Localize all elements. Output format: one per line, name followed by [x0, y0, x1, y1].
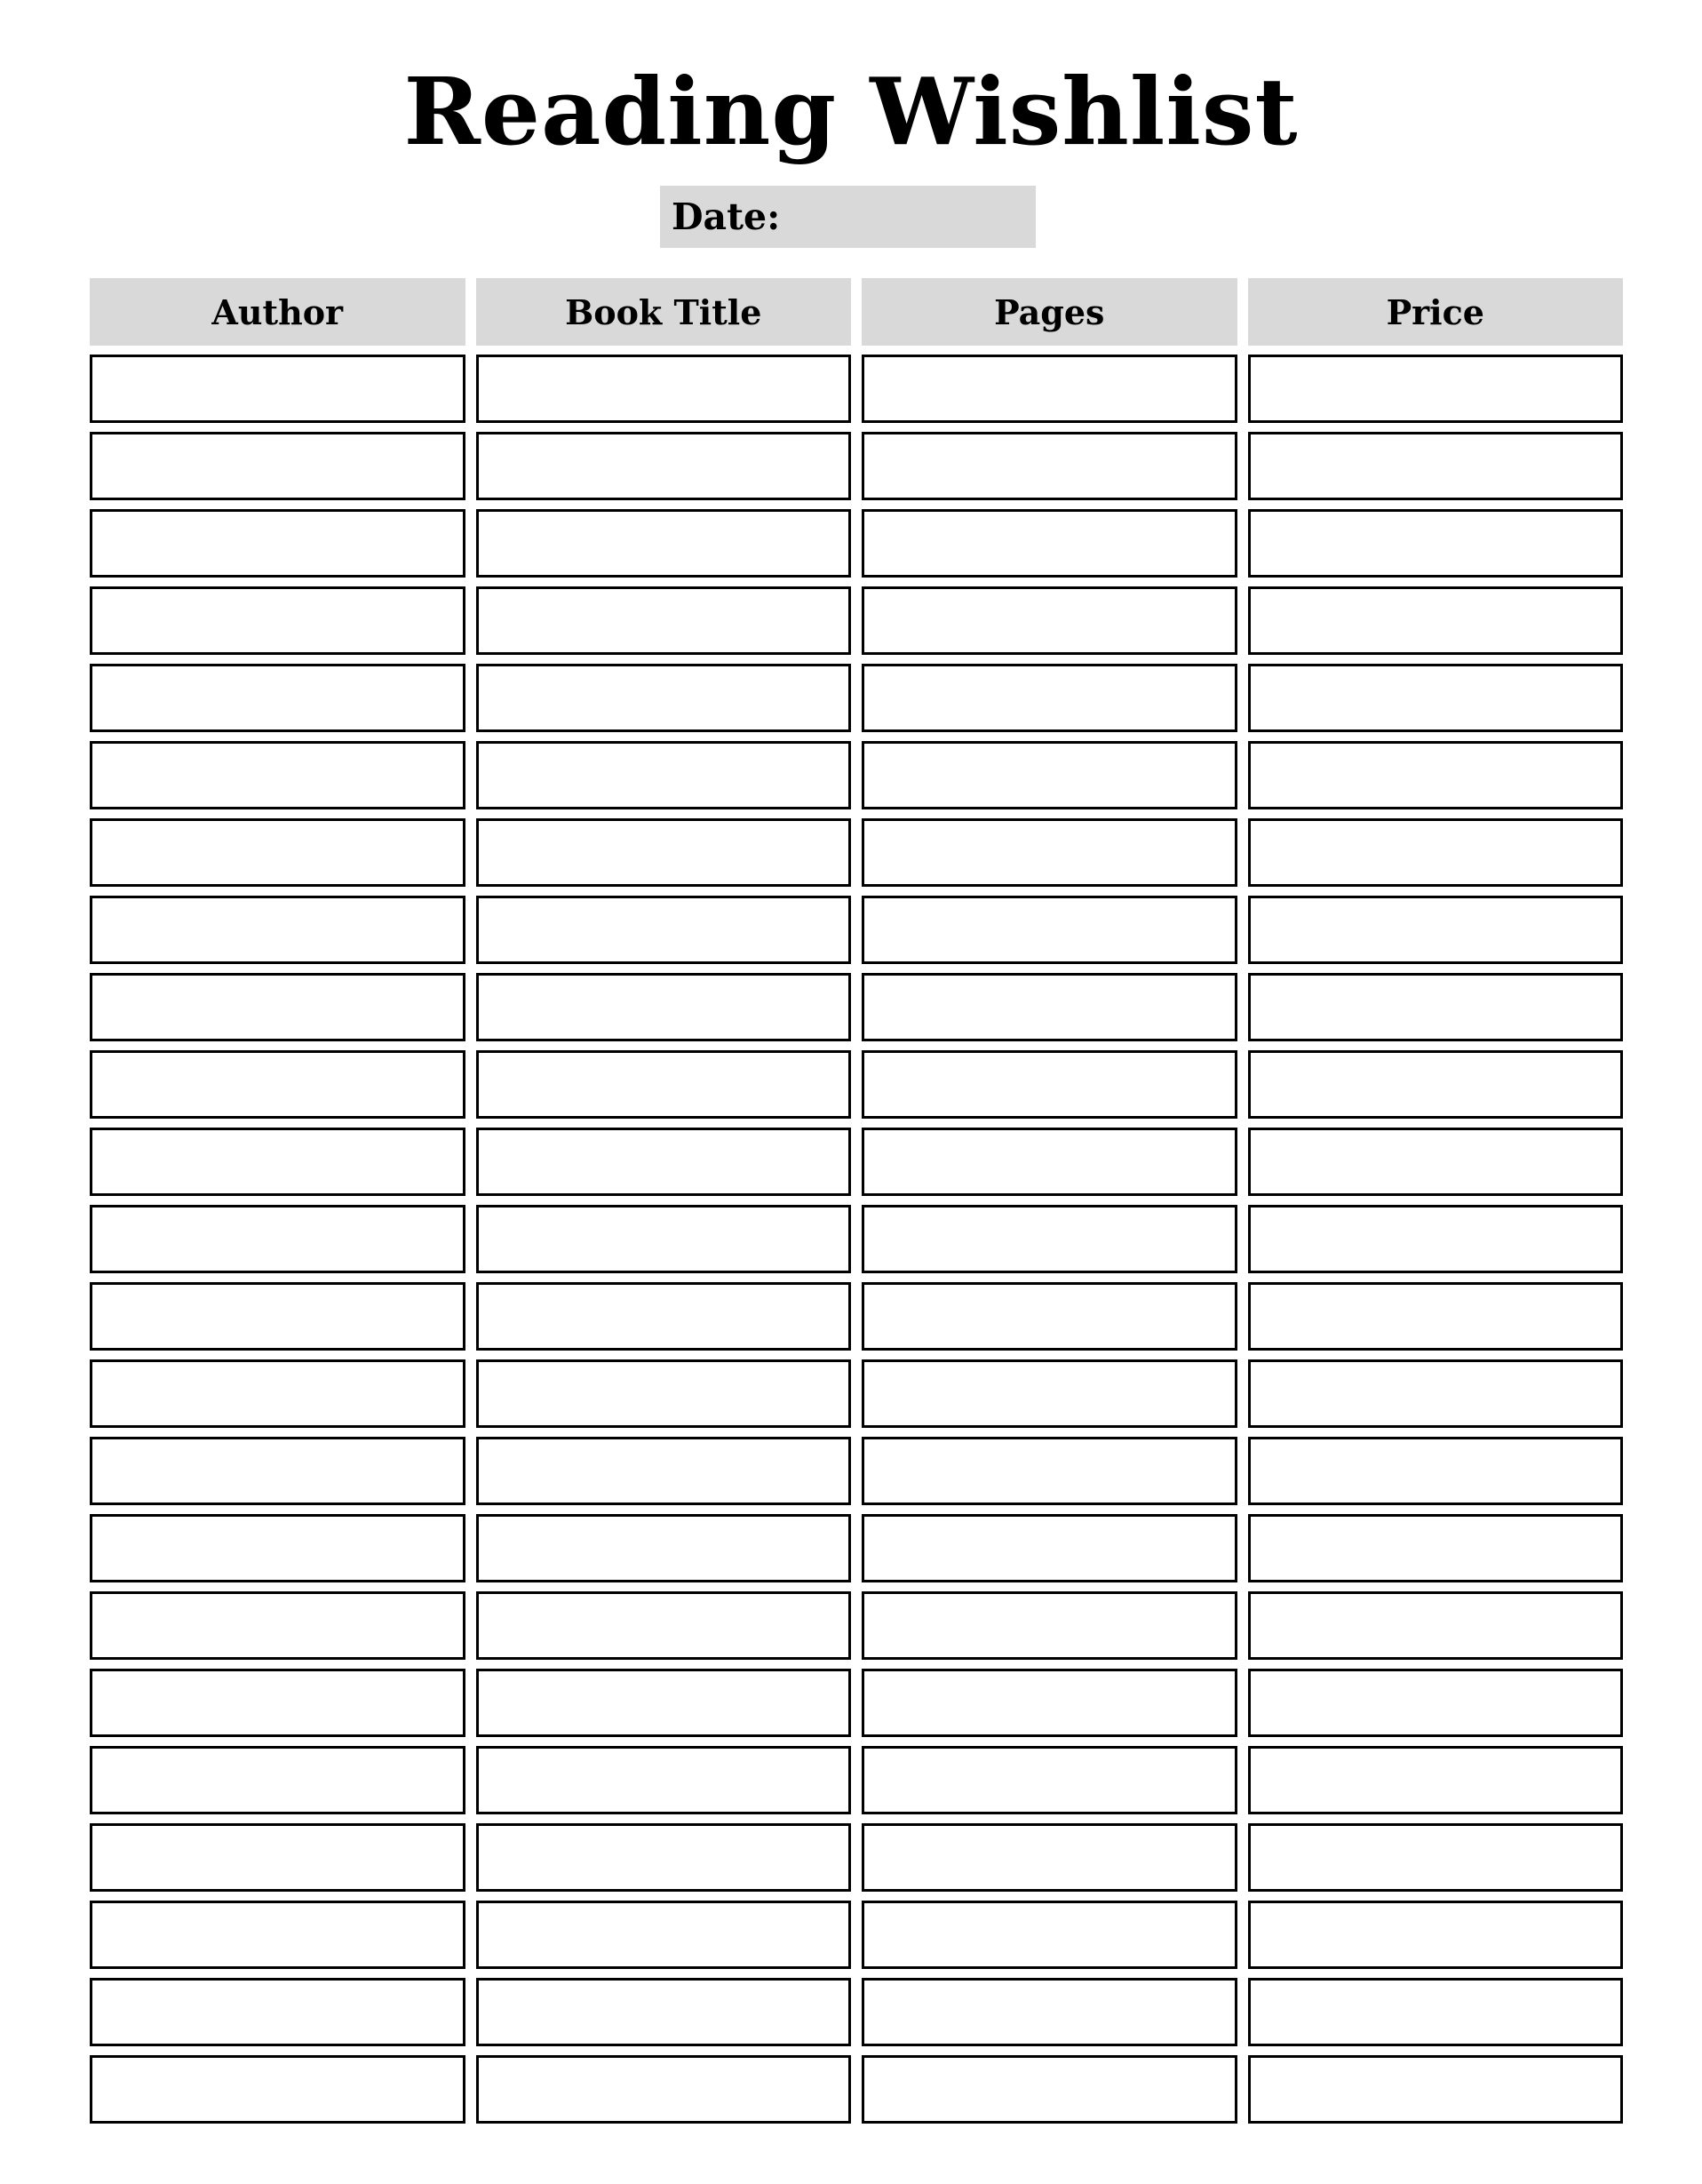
cell-author[interactable] — [90, 1978, 465, 2046]
table-row — [90, 509, 1623, 578]
cell-author[interactable] — [90, 1050, 465, 1119]
cell-price[interactable] — [1248, 1591, 1624, 1660]
cell-book-title[interactable] — [476, 664, 852, 732]
cell-price[interactable] — [1248, 1050, 1624, 1119]
cell-price[interactable] — [1248, 1669, 1624, 1737]
cell-author[interactable] — [90, 741, 465, 809]
cell-price[interactable] — [1248, 973, 1624, 1041]
cell-pages[interactable] — [862, 741, 1237, 809]
table-row — [90, 896, 1623, 964]
cell-price[interactable] — [1248, 896, 1624, 964]
date-field[interactable] — [660, 186, 1036, 248]
page-title: Reading Wishlist — [403, 57, 1299, 166]
cell-price[interactable] — [1248, 1746, 1624, 1814]
cell-pages[interactable] — [862, 818, 1237, 887]
cell-price[interactable] — [1248, 1901, 1624, 1969]
cell-price[interactable] — [1248, 818, 1624, 887]
cell-pages[interactable] — [862, 509, 1237, 578]
cell-author[interactable] — [90, 355, 465, 423]
cell-pages[interactable] — [862, 1282, 1237, 1351]
cell-pages[interactable] — [862, 1746, 1237, 1814]
cell-book-title[interactable] — [476, 1978, 852, 2046]
cell-pages[interactable] — [862, 1128, 1237, 1196]
cell-pages[interactable] — [862, 1050, 1237, 1119]
cell-book-title[interactable] — [476, 2055, 852, 2124]
cell-author[interactable] — [90, 432, 465, 500]
cell-author[interactable] — [90, 1205, 465, 1273]
cell-pages[interactable] — [862, 1901, 1237, 1969]
cell-price[interactable] — [1248, 1128, 1624, 1196]
cell-author[interactable] — [90, 818, 465, 887]
cell-price[interactable] — [1248, 586, 1624, 655]
date-label: Date: — [672, 195, 781, 238]
table-row — [90, 1437, 1623, 1505]
cell-book-title[interactable] — [476, 355, 852, 423]
table-row — [90, 1746, 1623, 1814]
column-header-book-title: Book Title — [476, 278, 852, 346]
table-row — [90, 1978, 1623, 2046]
cell-pages[interactable] — [862, 1514, 1237, 1582]
table-row — [90, 664, 1623, 732]
cell-pages[interactable] — [862, 896, 1237, 964]
cell-price[interactable] — [1248, 1205, 1624, 1273]
cell-book-title[interactable] — [476, 586, 852, 655]
cell-book-title[interactable] — [476, 818, 852, 887]
cell-pages[interactable] — [862, 586, 1237, 655]
table-row — [90, 432, 1623, 500]
cell-book-title[interactable] — [476, 1282, 852, 1351]
cell-author[interactable] — [90, 1901, 465, 1969]
cell-price[interactable] — [1248, 432, 1624, 500]
cell-author[interactable] — [90, 664, 465, 732]
cell-pages[interactable] — [862, 1978, 1237, 2046]
cell-book-title[interactable] — [476, 509, 852, 578]
cell-price[interactable] — [1248, 1514, 1624, 1582]
cell-pages[interactable] — [862, 1205, 1237, 1273]
cell-author[interactable] — [90, 896, 465, 964]
cell-price[interactable] — [1248, 1823, 1624, 1892]
table-row — [90, 973, 1623, 1041]
cell-book-title[interactable] — [476, 741, 852, 809]
table-row — [90, 1282, 1623, 1351]
cell-book-title[interactable] — [476, 896, 852, 964]
cell-pages[interactable] — [862, 664, 1237, 732]
table-header — [90, 278, 1623, 355]
cell-pages[interactable] — [862, 1823, 1237, 1892]
column-header-price: Price — [1248, 278, 1624, 346]
column-header-author: Author — [90, 278, 465, 346]
cell-price[interactable] — [1248, 741, 1624, 809]
table-row — [90, 1591, 1623, 1660]
table-row — [90, 1205, 1623, 1273]
table-row — [90, 1901, 1623, 1969]
cell-book-title[interactable] — [476, 973, 852, 1041]
cell-book-title[interactable] — [476, 1128, 852, 1196]
table-row — [90, 355, 1623, 423]
table-row — [90, 818, 1623, 887]
cell-author[interactable] — [90, 509, 465, 578]
cell-pages[interactable] — [862, 432, 1237, 500]
cell-pages[interactable] — [862, 1359, 1237, 1428]
cell-price[interactable] — [1248, 1437, 1624, 1505]
cell-author[interactable] — [90, 586, 465, 655]
cell-price[interactable] — [1248, 664, 1624, 732]
table-row — [90, 1128, 1623, 1196]
table-row — [90, 1514, 1623, 1582]
cell-author[interactable] — [90, 1128, 465, 1196]
column-header-pages: Pages — [862, 278, 1237, 346]
cell-author[interactable] — [90, 2055, 465, 2124]
table-row — [90, 586, 1623, 655]
cell-book-title[interactable] — [476, 1669, 852, 1737]
table-row — [90, 1669, 1623, 1737]
cell-pages[interactable] — [862, 1669, 1237, 1737]
table-row — [90, 1823, 1623, 1892]
cell-author[interactable] — [90, 1437, 465, 1505]
cell-price[interactable] — [1248, 1359, 1624, 1428]
cell-pages[interactable] — [862, 355, 1237, 423]
cell-author[interactable] — [90, 1359, 465, 1428]
cell-book-title[interactable] — [476, 1591, 852, 1660]
cell-author[interactable] — [90, 1514, 465, 1582]
cell-book-title[interactable] — [476, 1823, 852, 1892]
cell-book-title[interactable] — [476, 432, 852, 500]
table-row — [90, 2055, 1623, 2124]
cell-price[interactable] — [1248, 355, 1624, 423]
cell-author[interactable] — [90, 1282, 465, 1351]
cell-pages[interactable] — [862, 973, 1237, 1041]
cell-pages[interactable] — [862, 1437, 1237, 1505]
cell-author[interactable] — [90, 1823, 465, 1892]
cell-author[interactable] — [90, 1669, 465, 1737]
cell-pages[interactable] — [862, 1591, 1237, 1660]
cell-book-title[interactable] — [476, 1901, 852, 1969]
cell-price[interactable] — [1248, 1978, 1624, 2046]
cell-book-title[interactable] — [476, 1205, 852, 1273]
cell-pages[interactable] — [862, 2055, 1237, 2124]
cell-author[interactable] — [90, 1746, 465, 1814]
table-row — [90, 1359, 1623, 1428]
table-row — [90, 741, 1623, 809]
cell-author[interactable] — [90, 1591, 465, 1660]
cell-price[interactable] — [1248, 2055, 1624, 2124]
cell-price[interactable] — [1248, 1282, 1624, 1351]
cell-author[interactable] — [90, 973, 465, 1041]
table-body — [90, 355, 1623, 2132]
cell-book-title[interactable] — [476, 1437, 852, 1505]
cell-book-title[interactable] — [476, 1746, 852, 1814]
table-row — [90, 1050, 1623, 1119]
cell-book-title[interactable] — [476, 1359, 852, 1428]
cell-book-title[interactable] — [476, 1514, 852, 1582]
cell-book-title[interactable] — [476, 1050, 852, 1119]
cell-price[interactable] — [1248, 509, 1624, 578]
